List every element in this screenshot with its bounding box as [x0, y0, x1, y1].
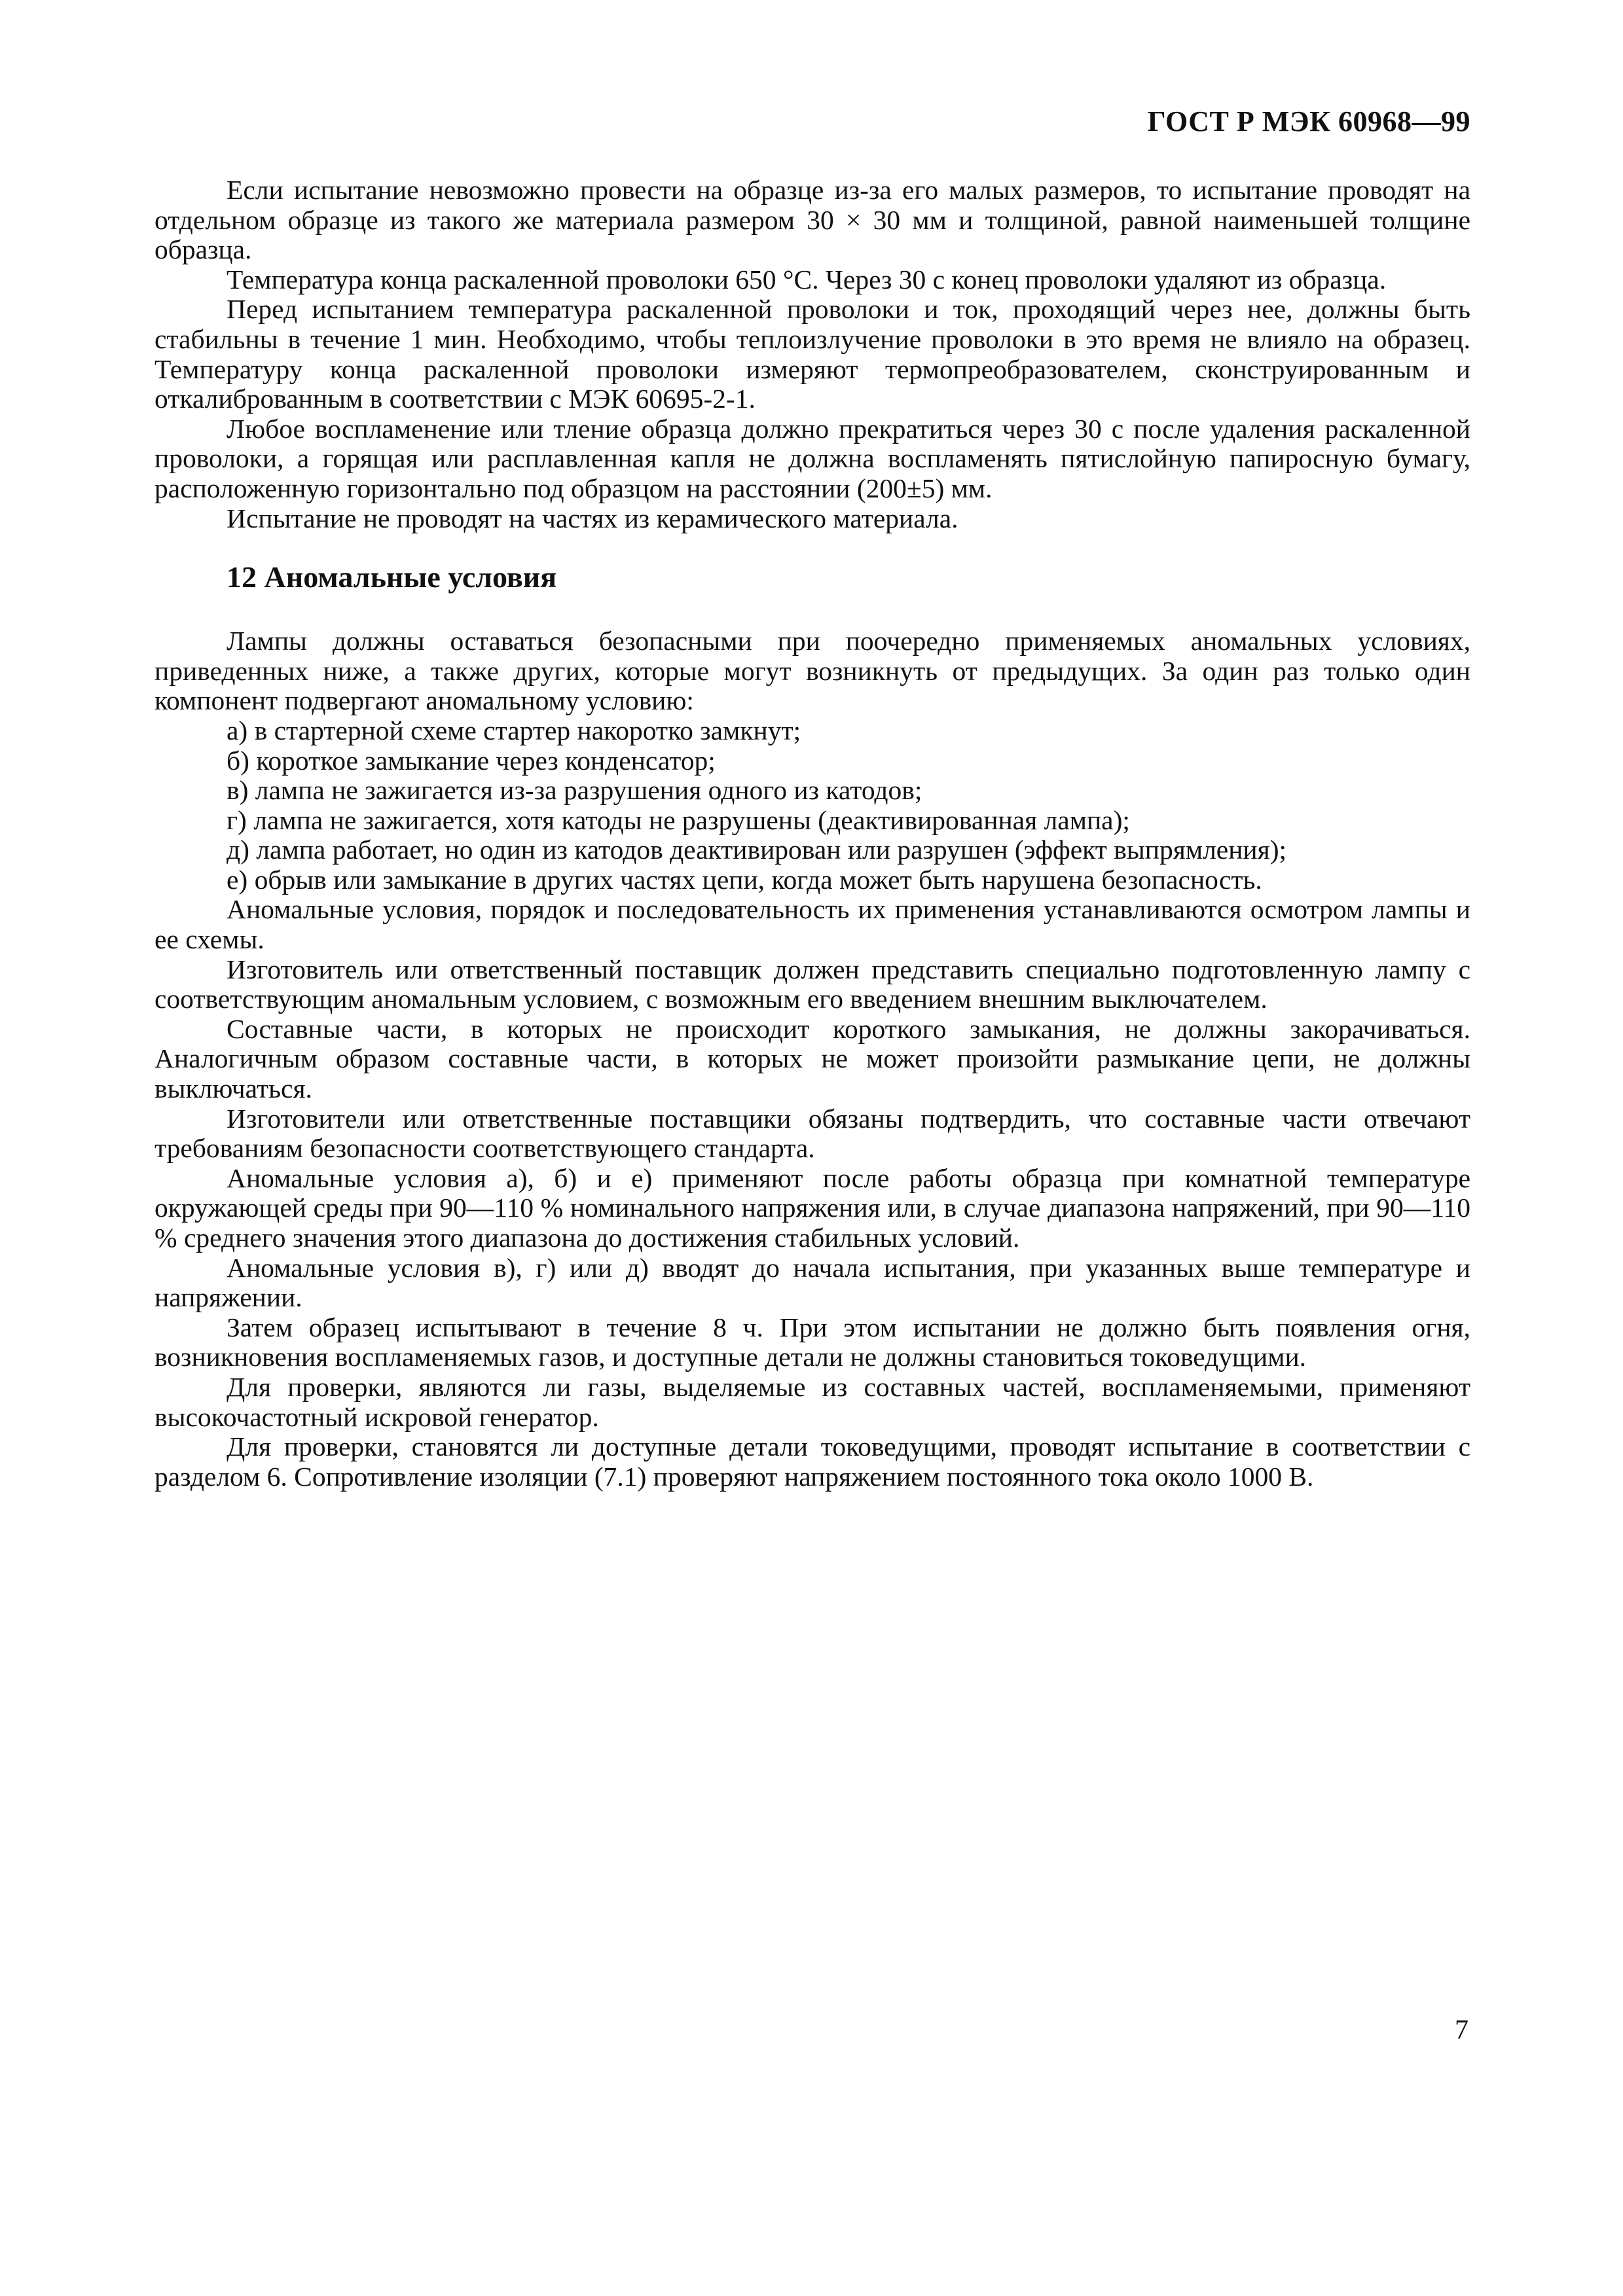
paragraph: Лампы должны оставаться безопасными при поочередно применяемых аномальных условиях, приведенных ниже, а также других, которые могут возникнуть от предыдущих. За один раз только один компонент подвергают аномальному условию:	[155, 626, 1470, 716]
document-body	[155, 175, 1470, 1492]
document-header-code: ГОСТ Р МЭК 60968—99	[1147, 105, 1470, 137]
paragraph: Изготовитель или ответственный поставщик должен представить специально подготовленную лампу с соответствующим аномальным условием, с возможным его введением внешним выключателем.	[155, 954, 1470, 1014]
paragraph: Для проверки, становятся ли доступные детали токоведущими, проводят испытание в соответствии с разделом 6. Сопротивление изоляции (7.1) проверяют напряжением постоянного тока около 1000 В.	[155, 1431, 1470, 1492]
paragraph: Аномальные условия а), б) и е) применяют после работы образца при комнатной температуре окружающей среды при 90—110 % номинального напряжения или, в случае диапазона напряжений, при 90—110 % среднего значения этого диапазона до достижения стабильных условий.	[155, 1162, 1470, 1253]
paragraph: Аномальные условия в), г) или д) вводят до начала испытания, при указанных выше температуре и напряжении.	[155, 1252, 1470, 1313]
paragraph: Перед испытанием температура раскаленной проволоки и ток, проходящий через нее, должны быть стабильны в течение 1 мин. Необходимо, чтобы теплоизлучение проволоки в это время не влияло на образец. Температуру конца раскаленной проволоки измеряют термопреобразователем, сконструированным и откалиброванным в соответствии с МЭК 60695-2-1.	[155, 294, 1470, 414]
paragraph: Если испытание невозможно провести на образце из-за его малых размеров, то испытание проводят на отдельном образце из такого же материала размером 30 × 30 мм и толщиной, равной наименьшей толщине образца.	[155, 175, 1470, 265]
list-item: д) лампа работает, но один из катодов деактивирован или разрушен (эффект выпрямления);	[227, 834, 1287, 865]
section-heading: 12 Аномальные условия	[227, 560, 557, 594]
list-item: г) лампа не зажигается, хотя катоды не разрушены (деактивированная лампа);	[227, 804, 1130, 835]
paragraph: Изготовители или ответственные поставщики обязаны подтвердить, что составные части отвечают требованиям безопасности соответствующего стандарта.	[155, 1103, 1470, 1164]
paragraph: Затем образец испытывают в течение 8 ч. При этом испытании не должно быть появления огня, возникновения воспламеняемых газов, и доступные детали не должны становиться токоведущими.	[155, 1312, 1470, 1372]
list-item: е) обрыв или замыкание в других частях цепи, когда может быть нарушена безопасность.	[227, 864, 1262, 895]
list-item: в) лампа не зажигается из-за разрушения одного из катодов;	[227, 775, 922, 806]
list-item: а) в стартерной схеме стартер накоротко замкнут;	[227, 715, 801, 745]
paragraph: Составные части, в которых не происходит короткого замыкания, не должны закорачиваться. Аналогичным образом составные части, в которых не может произойти размыкание цепи, не должны выключаться.	[155, 1013, 1470, 1104]
paragraph: Аномальные условия, порядок и последовательность их применения устанавливаются осмотром лампы и ее схемы.	[155, 894, 1470, 955]
list-item: б) короткое замыкание через конденсатор;	[227, 745, 716, 776]
paragraph: Температура конца раскаленной проволоки 650 °С. Через 30 с конец проволоки удаляют из образца.	[227, 264, 1387, 295]
paragraph: Любое воспламенение или тление образца должно прекратиться через 30 с после удаления раскаленной проволоки, а горящая или расплавленная капля не должна воспламенять пятислойную папиросную бумагу, расположенную горизонтально под образцом на расстоянии (200±5) мм.	[155, 413, 1470, 503]
paragraph: Для проверки, являются ли газы, выделяемые из составных частей, воспламеняемыми, применяют высокочастотный искровой генератор.	[155, 1371, 1470, 1432]
page-number: 7	[1455, 2015, 1468, 2045]
paragraph: Испытание не проводят на частях из керамического материала.	[227, 503, 958, 533]
